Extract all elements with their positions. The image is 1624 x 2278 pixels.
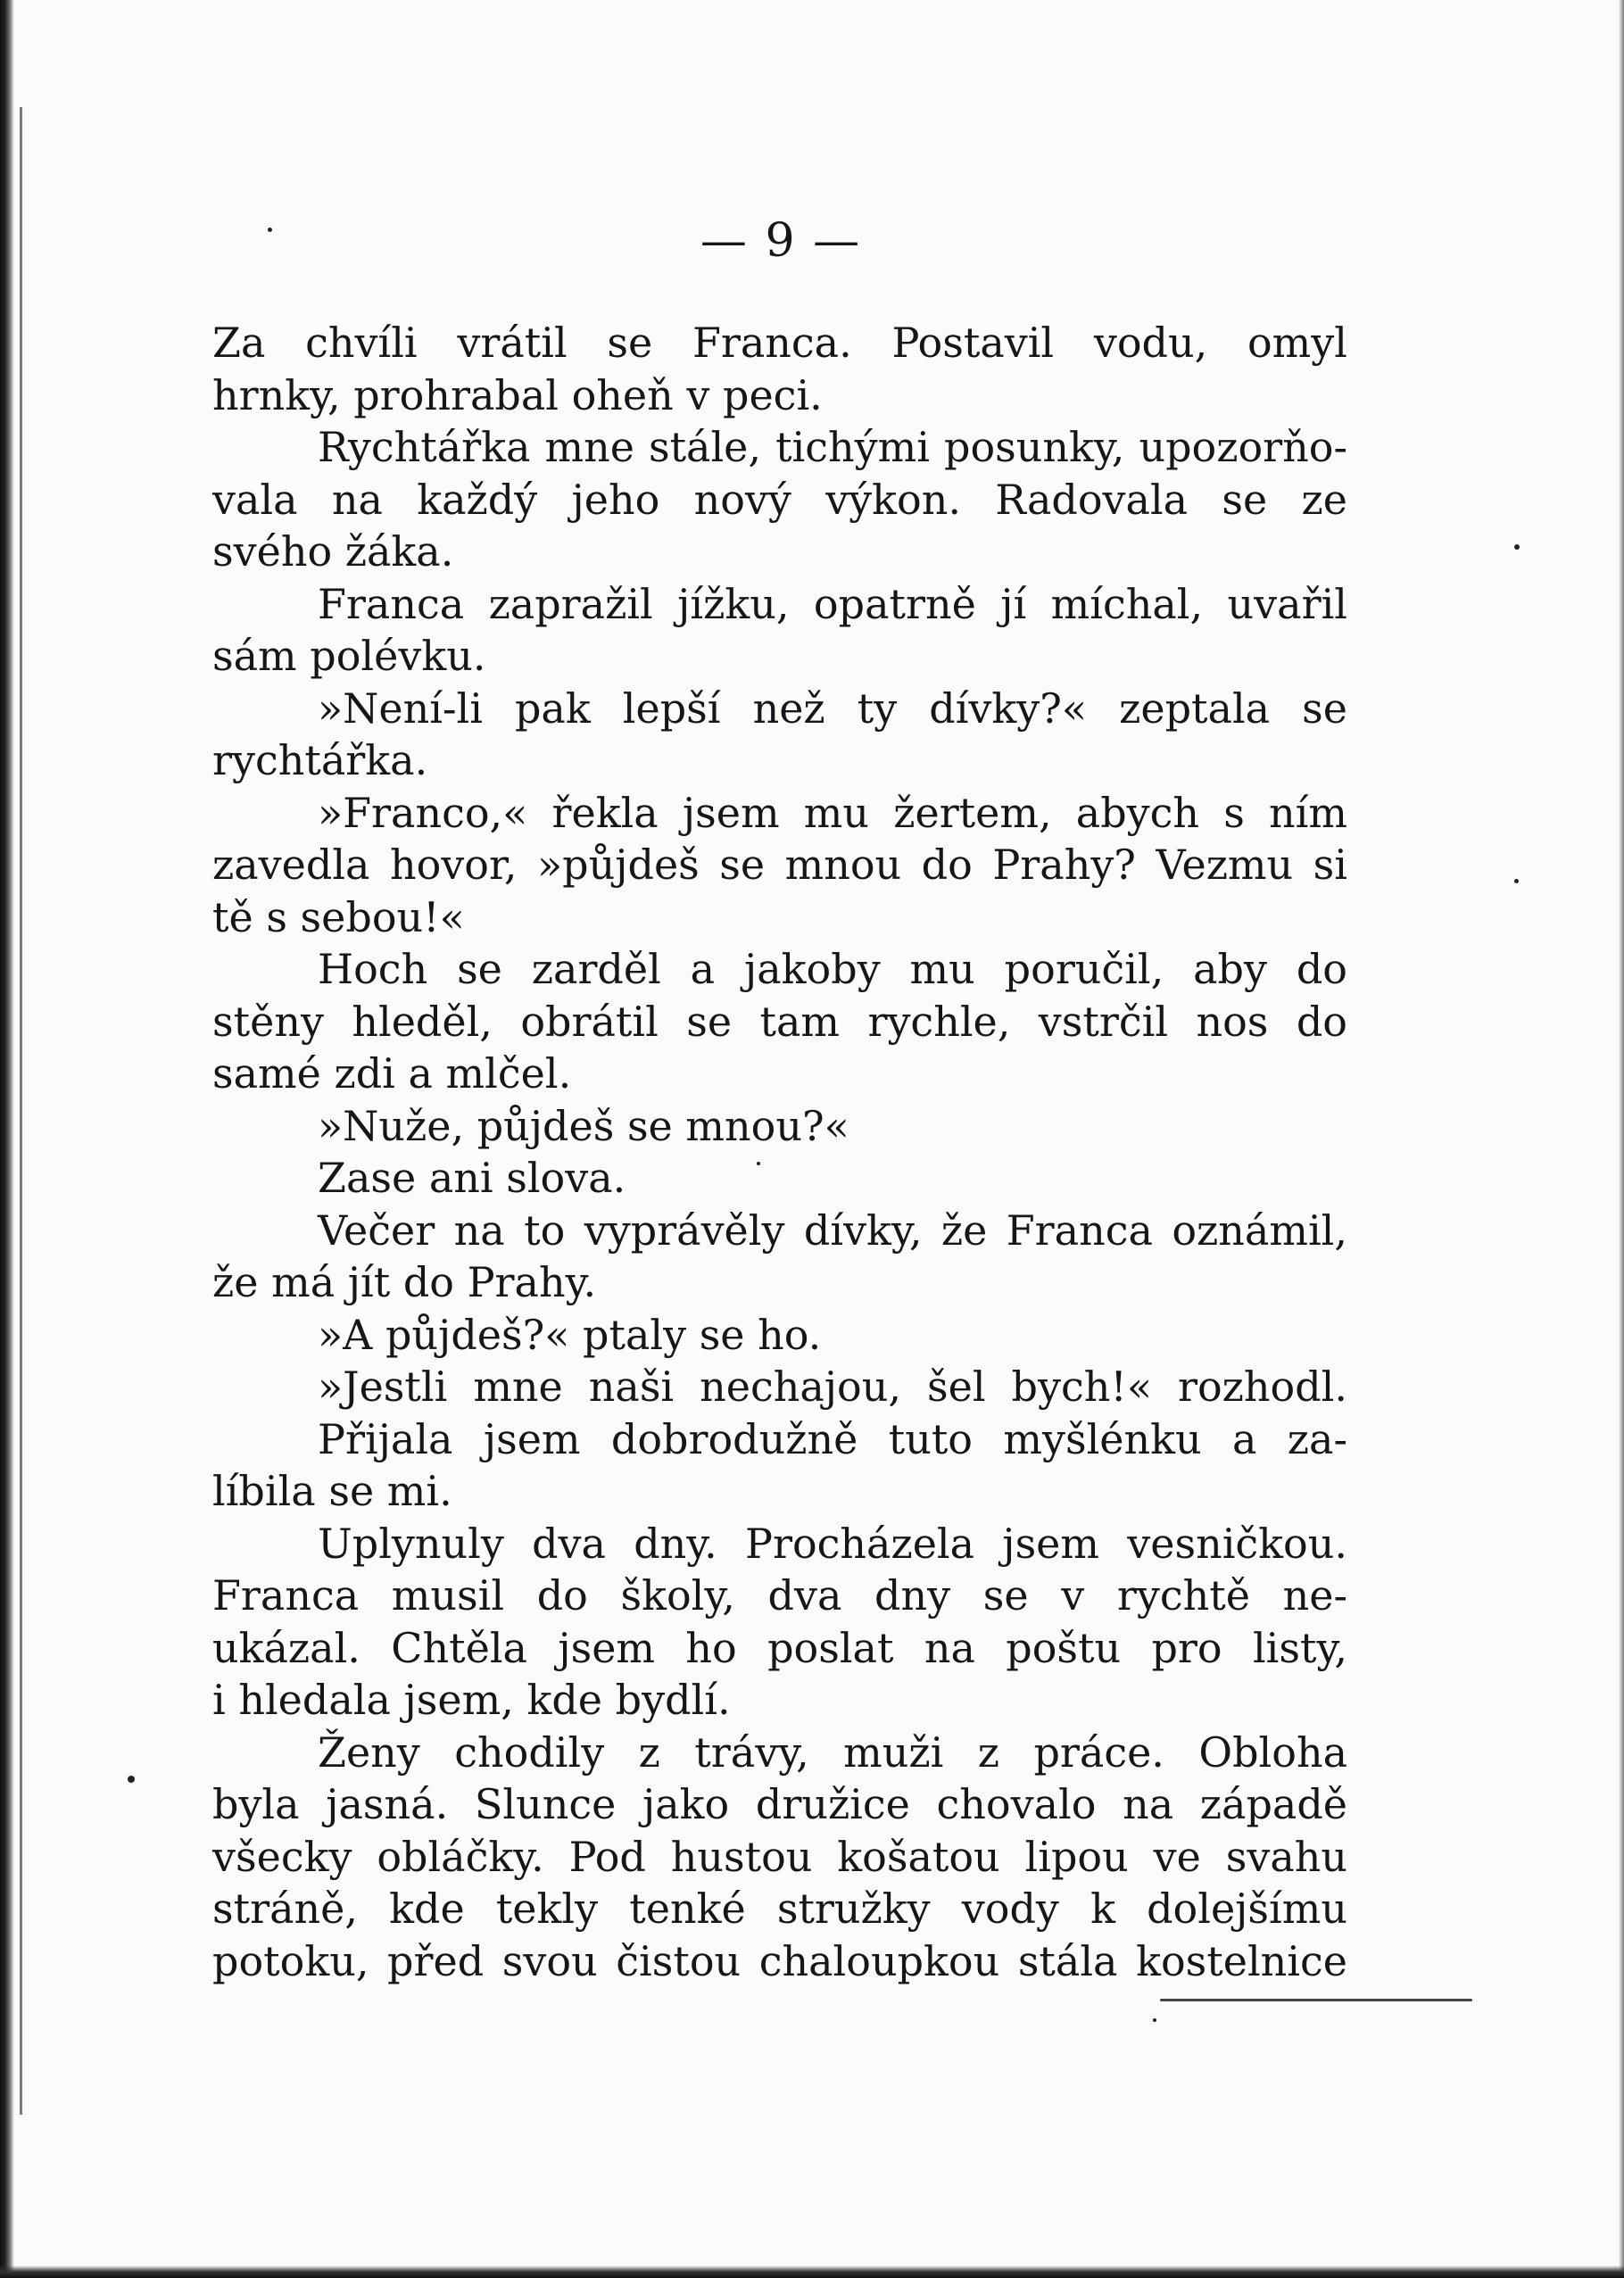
text-line: stěny hleděl, obrátil se tam rychle, vstrčil nos do — [212, 997, 1347, 1046]
text-line: sám polévku. — [212, 632, 486, 680]
page-number: — 9 — — [700, 214, 862, 268]
text-line: Hoch se zarděl a jakoby mu poručil, aby do — [318, 945, 1347, 993]
text-line: tě s sebou!« — [212, 892, 465, 941]
text-line: všecky obláčky. Pod hustou košatou lipou ve svahu — [212, 1832, 1347, 1881]
text-line: zavedla hovor, »půjdeš se mnou do Prahy? Vezmu si — [212, 841, 1347, 889]
text-line: Rychtářka mne stále, tichými posunky, upozorňo- — [318, 423, 1347, 471]
text-line: byla jasná. Slunce jako družice chovalo na západě — [212, 1780, 1347, 1828]
text-line: Franca musil do školy, dva dny se v rychtě ne- — [212, 1571, 1347, 1619]
text-line: »A půjdeš?« ptaly se ho. — [318, 1310, 822, 1359]
text-line: »Není-li pak lepší než ty dívky?« zeptala se — [318, 683, 1347, 733]
text-line: Přijala jsem dobrodužně tuto myšlénku a za- — [318, 1414, 1347, 1463]
scan-speck — [1153, 2018, 1156, 2022]
text-line: že má jít do Prahy. — [212, 1258, 597, 1306]
page-end-rule — [1160, 1999, 1472, 2001]
text-line: stráně, kde tekly tenké stružky vody k dolejšímu — [212, 1885, 1347, 1933]
text-line: Za chvíli vrátil se Franca. Postavil vodu, omyl — [212, 319, 1347, 367]
text-line: Zase ani slova. — [318, 1154, 626, 1202]
text-line: Ženy chodily z trávy, muži z práce. Obloha — [318, 1727, 1347, 1777]
text-line: »Jestli mne naši nechajou, šel bych!« rozhodl. — [318, 1363, 1347, 1411]
text-line: Večer na to vyprávěly dívky, že Franca oznámil, — [318, 1205, 1347, 1255]
text-line: ukázal. Chtěla jsem ho poslat na poštu pro listy, — [212, 1623, 1347, 1672]
text-line: i hledala jsem, kde bydlí. — [212, 1676, 731, 1724]
text-line: vala na každý jeho nový výkon. Radovala se ze — [212, 475, 1347, 524]
text-line: svého žáka. — [212, 527, 454, 576]
scan-bottom-edge — [0, 2266, 1624, 2278]
text-line: Uplynuly dva dny. Procházela jsem vesničkou. — [318, 1519, 1347, 1568]
text-line: líbila se mi. — [212, 1467, 452, 1515]
scan-speck — [1514, 879, 1519, 883]
text-line: potoku, před svou čistou chaloupkou stála kostelnice — [212, 1936, 1347, 1985]
text-line: hrnky, prohrabal oheň v peci. — [212, 370, 823, 419]
text-line: Franca zapražil jížku, opatrně jí míchal, uvařil — [318, 579, 1347, 628]
text-line: samé zdi a mlčel. — [212, 1049, 572, 1098]
text-line: rychtářka. — [212, 736, 428, 784]
scan-speck — [128, 1776, 135, 1783]
scan-left-edge — [0, 0, 14, 2278]
text-line: »Nuže, půjdeš se mnou?« — [318, 1101, 849, 1150]
text-line: »Franco,« řekla jsem mu žertem, abych s ním — [318, 788, 1347, 837]
scan-binding-line — [20, 107, 22, 2115]
scan-right-edge — [1619, 0, 1624, 2278]
body-text — [212, 317, 1347, 1987]
scan-speck — [1514, 544, 1520, 550]
